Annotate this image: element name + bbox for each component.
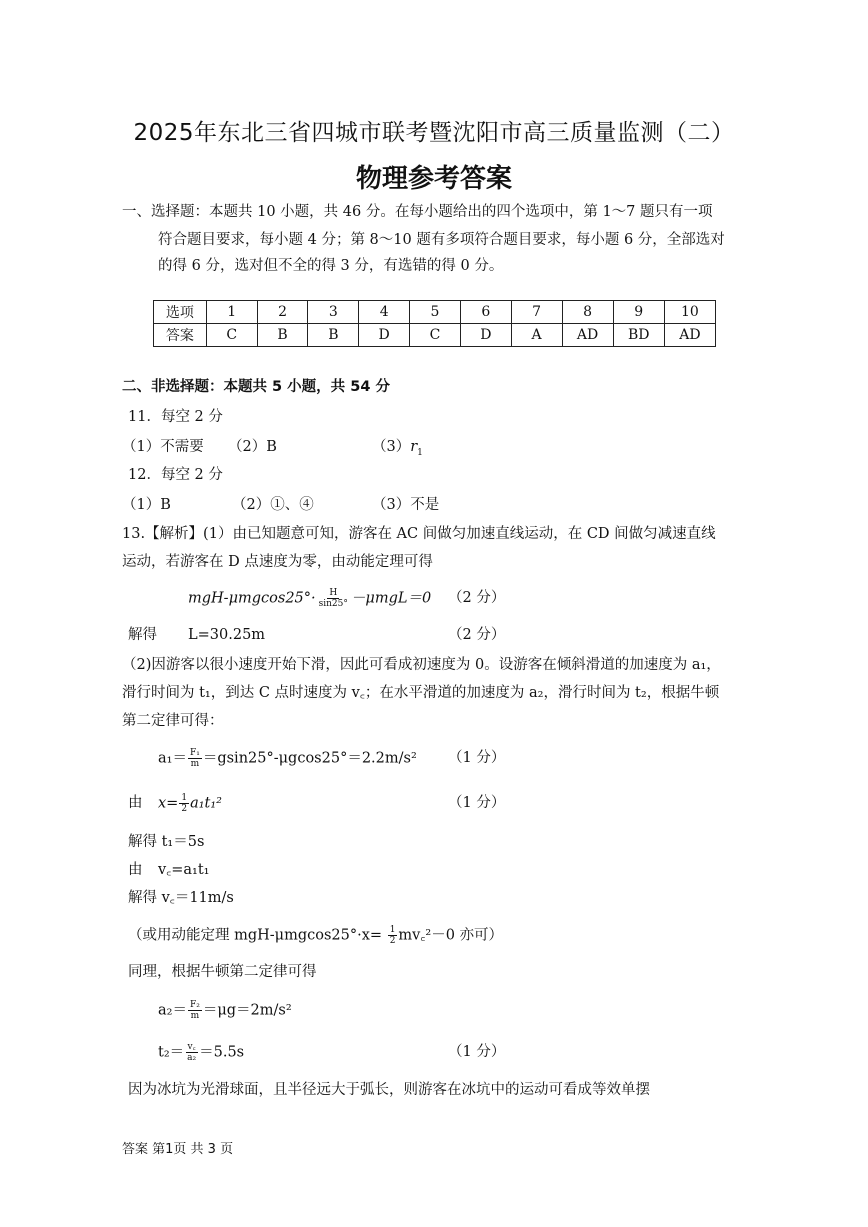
table-cell: 1	[206, 301, 257, 324]
q13-line1: 13.【解析】(1）由已知题意可知，游客在 AC 间做匀加速直线运动，在 CD 间做匀减速直线	[122, 526, 716, 542]
table-cell: 7	[511, 301, 562, 324]
q11-answer-3-var: r	[410, 439, 418, 455]
table-cell: 2	[257, 301, 308, 324]
eq3-fraction	[188, 748, 202, 769]
equation-vc: v꜀=a₁t₁	[158, 862, 210, 878]
fraction-numerator: F₂	[189, 1000, 200, 1010]
answer-subtitle: 物理参考答案	[355, 164, 512, 194]
score-label: （1 分）	[448, 1044, 506, 1060]
alt-right: mv꜀²－0 亦可）	[398, 927, 504, 944]
exam-title: 2025年东北三省四城市联考暨沈阳市高三质量监测（二）	[133, 120, 735, 146]
fraction-denominator: sin25°	[318, 599, 348, 609]
equation-L: L=30.25m	[188, 627, 266, 643]
fraction-numerator: v꜀	[187, 1042, 196, 1052]
fraction-denominator: 2	[389, 936, 396, 946]
table-cell: AD	[664, 324, 715, 347]
score-label: （1 分）	[448, 750, 506, 766]
part2-line2: 滑行时间为 t₁，到达 C 点时速度为 v꜀；在水平滑道的加速度为 a₂，滑行时间为 t₂，根据牛顿	[122, 685, 720, 701]
table-cell: B	[308, 324, 359, 347]
fraction-numerator: 1	[389, 925, 396, 935]
table-cell: AD	[562, 324, 613, 347]
table-cell: D	[359, 324, 410, 347]
answer-table	[153, 300, 716, 347]
table-cell: 3	[308, 301, 359, 324]
part2-line1: （2)因游客以很小速度开始下滑，因此可看成初速度为 0。设游客在倾斜滑道的加速度为 a₁，	[122, 657, 721, 673]
q12-answer-1: （1）B	[122, 497, 171, 513]
eq9-right: ＝5.5s	[199, 1044, 245, 1061]
eq3-left: a₁＝	[158, 750, 187, 767]
eq1-fraction	[317, 588, 350, 609]
q12-answer-3: （3）不是	[372, 497, 440, 513]
table-cell: 10	[664, 301, 715, 324]
q11-answer-1: （1）不需要	[122, 439, 204, 455]
eq8-left: a₂＝	[158, 1002, 187, 1019]
equation-x	[158, 793, 222, 814]
table-cell: C	[206, 324, 257, 347]
alt-left: （或用动能定理 mgH-μmgcos25°·x=	[128, 927, 387, 944]
q11-answer-3-sub: 1	[417, 447, 423, 458]
section1-line3: 的得 6 分，选对但不全的得 3 分，有选错的得 0 分。	[158, 258, 504, 274]
solve-label: 解得	[128, 627, 157, 643]
table-cell: 8	[562, 301, 613, 324]
q12-heading: 12．每空 2 分	[128, 467, 223, 483]
eq1-right: －μmgL＝0	[350, 590, 432, 607]
equation-a2	[158, 1000, 292, 1021]
table-cell: 4	[359, 301, 410, 324]
table-cell: C	[410, 324, 461, 347]
table-cell: D	[460, 324, 511, 347]
table-row-label: 选项	[154, 301, 207, 324]
score-label: （2 分）	[448, 590, 506, 606]
table-cell: 5	[410, 301, 461, 324]
same-reasoning-line: 同理，根据牛顿第二定律可得	[128, 964, 317, 980]
q11-answer-3	[372, 437, 423, 463]
table-row-label: 答案	[154, 324, 207, 347]
by-label: 由	[128, 862, 143, 878]
fraction-numerator: F₁	[189, 748, 200, 758]
table-cell: B	[257, 324, 308, 347]
eq4-left: x=	[158, 795, 179, 812]
equation-t1: 解得 t₁＝5s	[128, 834, 205, 850]
fraction-denominator: m	[190, 1011, 200, 1021]
eq3-right: ＝gsin25°-μgcos25°＝2.2m/s²	[202, 750, 417, 767]
eq9-fraction	[185, 1042, 198, 1063]
eq1-left: mgH-μmgcos25°·	[188, 590, 316, 607]
table-cell: A	[511, 324, 562, 347]
section2-header: 二、非选择题：本题共 5 小题，共 54 分	[122, 379, 390, 395]
eq8-right: ＝μg＝2m/s²	[202, 1002, 292, 1019]
table-cell: BD	[613, 324, 664, 347]
equation-t2	[158, 1042, 244, 1063]
alt-fraction	[388, 925, 398, 946]
score-label: （2 分）	[448, 627, 506, 643]
eq4-right: a₁t₁²	[190, 795, 222, 812]
eq9-left: t₂＝	[158, 1044, 185, 1061]
table-row-answers	[154, 324, 716, 347]
part2-line3: 第二定律可得：	[122, 713, 224, 729]
equation-a1	[158, 748, 417, 769]
q12-answer-2: （2）①、④	[232, 497, 314, 513]
alternative-method	[128, 925, 503, 946]
equation-energy	[188, 588, 431, 609]
fraction-denominator: 2	[181, 804, 188, 814]
table-cell: 9	[613, 301, 664, 324]
q11-answer-2: （2）B	[228, 439, 277, 455]
score-label: （1 分）	[448, 795, 506, 811]
by-label: 由	[128, 795, 143, 811]
equation-vc-result: 解得 v꜀＝11m/s	[128, 890, 234, 906]
q11-heading: 11．每空 2 分	[128, 409, 223, 425]
section1-line1: 一、选择题：本题共 10 小题，共 46 分。在每小题给出的四个选项中，第 1～7 题只有一项	[122, 204, 713, 220]
table-cell: 6	[460, 301, 511, 324]
fraction-denominator: a₂	[187, 1053, 197, 1063]
fraction-denominator: m	[190, 759, 200, 769]
q11-answer-3-label: （3）	[372, 439, 411, 455]
last-line: 因为冰坑为光滑球面，且半径远大于弧长，则游客在冰坑中的运动可看成等效单摆	[128, 1082, 650, 1098]
fraction-numerator: 1	[181, 793, 188, 803]
eq8-fraction	[188, 1000, 202, 1021]
q13-line2: 运动，若游客在 D 点速度为零，由动能定理可得	[122, 554, 433, 570]
fraction-numerator: H	[329, 588, 338, 598]
eq4-fraction	[179, 793, 189, 814]
page-footer: 答案 第1页 共 3 页	[122, 1142, 234, 1157]
table-row-questions	[154, 301, 716, 324]
section1-line2: 符合题目要求，每小题 4 分；第 8～10 题有多项符合题目要求，每小题 6 分，全部选对	[158, 232, 725, 248]
